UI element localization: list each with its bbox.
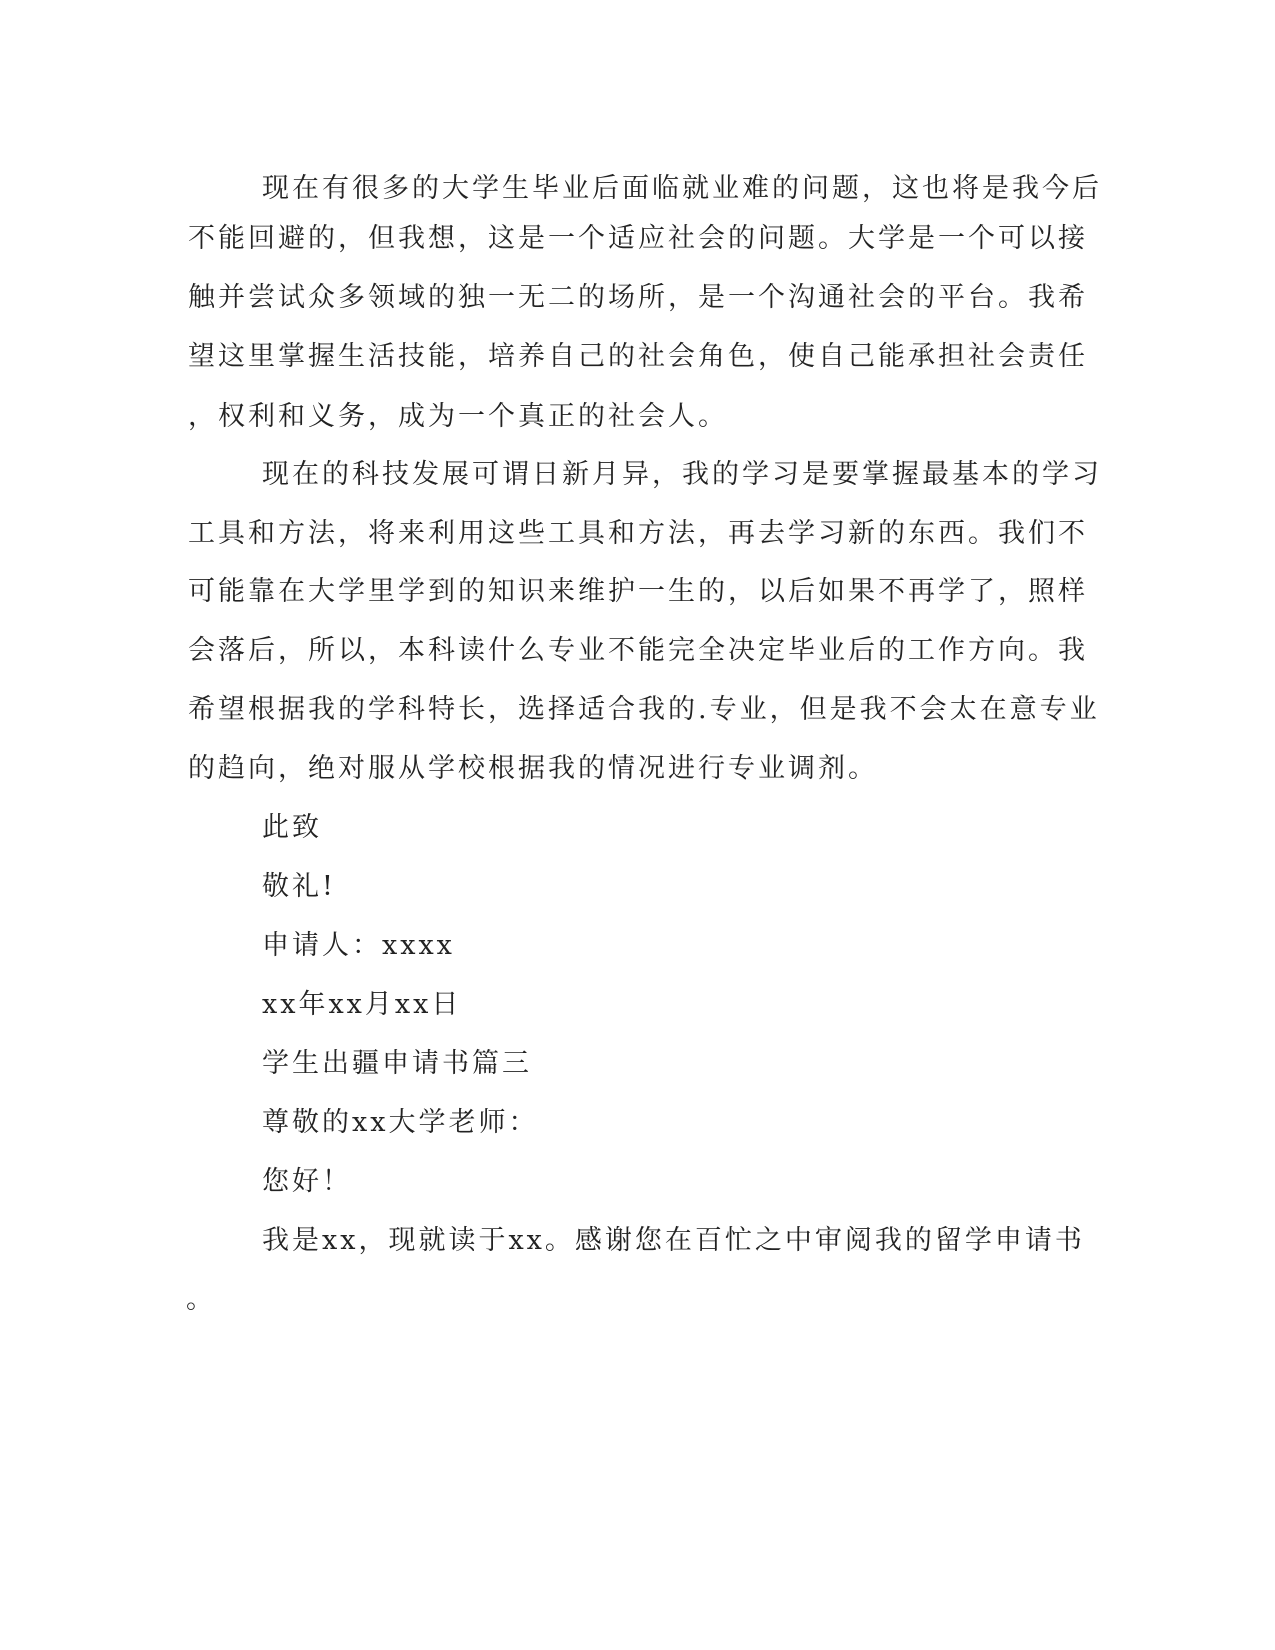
paragraph-2-line-6: 的趋向，绝对服从学校根据我的情况进行专业调剂。 <box>188 753 878 784</box>
paragraph-3-line-1: 我是xx，现就读于xx。感谢您在百忙之中审阅我的留学申请书 <box>262 1225 1085 1256</box>
paragraph-2-line-4: 会落后，所以，本科读什么专业不能完全决定毕业后的工作方向。我 <box>188 635 1088 666</box>
section-heading: 学生出疆申请书篇三 <box>262 1048 532 1079</box>
closing-regards: 敬礼! <box>262 871 336 902</box>
applicant-name: 申请人：xxxx <box>262 930 455 961</box>
paragraph-2-line-3: 可能靠在大学里学到的知识来维护一生的，以后如果不再学了，照样 <box>188 576 1088 607</box>
letter-greeting: 您好！ <box>262 1166 352 1197</box>
paragraph-1-line-2: 不能回避的，但我想，这是一个适应社会的问题。大学是一个可以接 <box>188 223 1088 254</box>
application-date: xx年xx月xx日 <box>262 989 462 1020</box>
letter-greeting-recipient: 尊敬的xx大学老师： <box>262 1107 539 1138</box>
paragraph-3-line-2: 。 <box>186 1284 216 1315</box>
paragraph-2-line-2: 工具和方法，将来利用这些工具和方法，再去学习新的东西。我们不 <box>188 518 1088 549</box>
paragraph-1-line-4: 望这里掌握生活技能，培养自己的社会角色，使自己能承担社会责任 <box>188 341 1088 372</box>
closing-salutation: 此致 <box>262 812 322 843</box>
paragraph-2-line-1: 现在的科技发展可谓日新月异，我的学习是要掌握最基本的学习 <box>262 459 1102 490</box>
paragraph-2-line-5: 希望根据我的学科特长，选择适合我的.专业，但是我不会太在意专业 <box>188 694 1100 725</box>
paragraph-1-line-3: 触并尝试众多领域的独一无二的场所，是一个沟通社会的平台。我希 <box>188 282 1088 313</box>
paragraph-1-line-5: ，权利和义务，成为一个真正的社会人。 <box>188 401 728 432</box>
paragraph-1-line-1: 现在有很多的大学生毕业后面临就业难的问题，这也将是我今后 <box>262 173 1102 204</box>
